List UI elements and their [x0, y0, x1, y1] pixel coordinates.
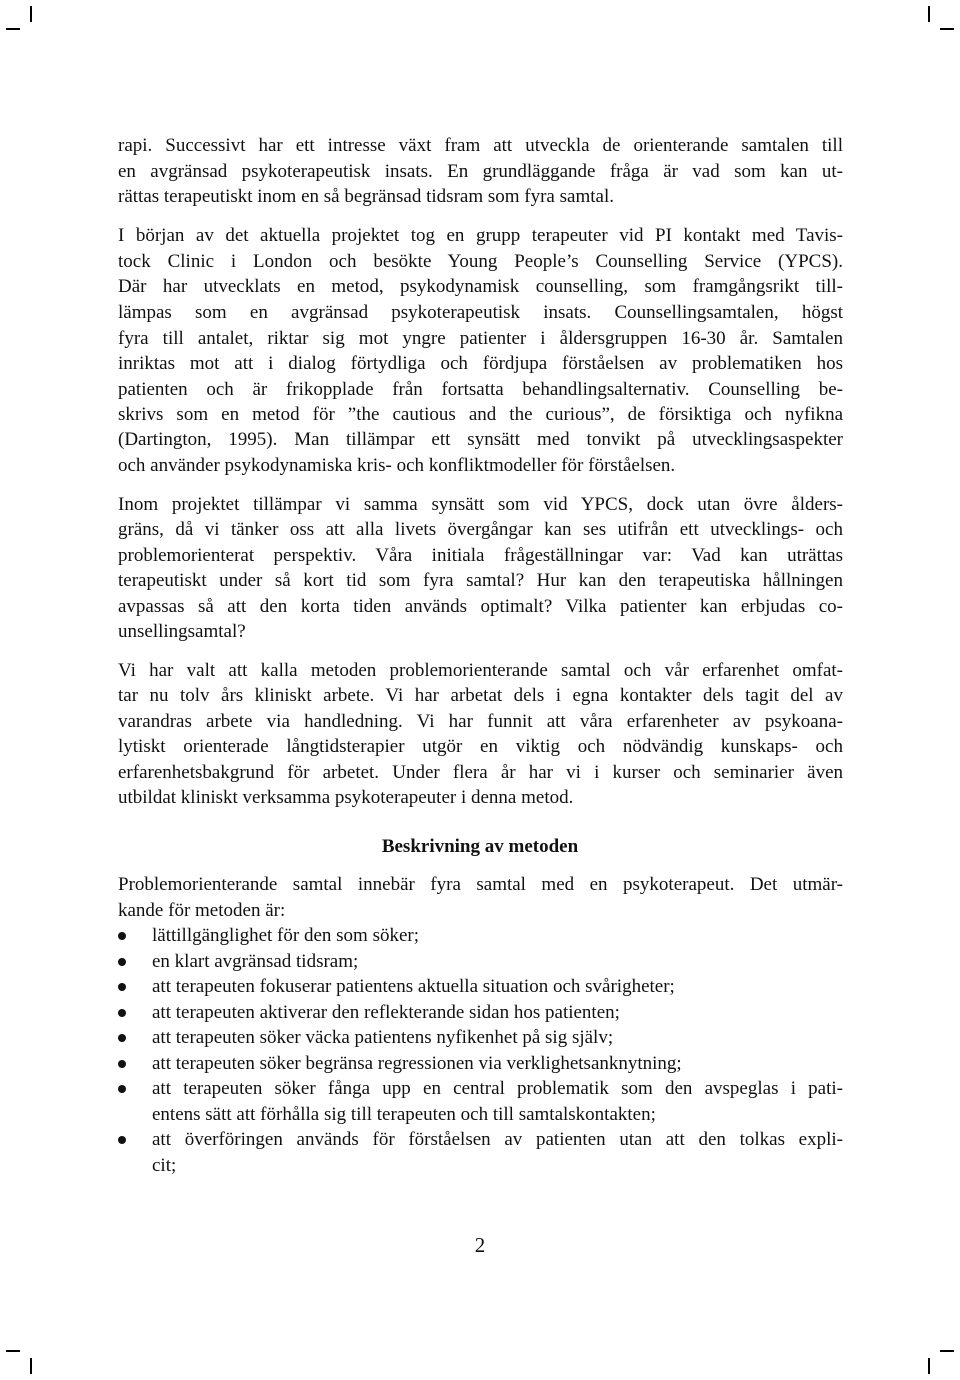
text-line: lämpas som en avgränsad psykoterapeutisk insats. Counsellingsamtalen, högst — [118, 302, 843, 323]
bullet-icon — [118, 1136, 126, 1144]
crop-mark-top-left-h — [6, 28, 20, 30]
text-line: rättas terapeutiskt inom en så begränsad tidsram som fyra samtal. — [118, 186, 614, 207]
list-item-text: att överföringen används för förståelsen av patienten utan att den tolkas expli- — [152, 1129, 843, 1150]
crop-mark-bottom-left-h — [6, 1350, 20, 1352]
text-line: en avgränsad psykoterapeutisk insats. En grundläggande fråga är vad som kan ut- — [118, 161, 843, 182]
text-line: rapi. Successivt har ett intresse växt fram att utveckla de orienterande samtalen till — [118, 135, 843, 156]
text-line: I början av det aktuella projektet tog en grupp terapeuter vid PI kontakt med Tavis- — [118, 225, 843, 246]
list-item-text: entens sätt att förhålla sig till terapeuten och till samtalskontakten; — [152, 1104, 656, 1125]
text-line: varandras arbete via handledning. Vi har funnit att våra erfarenheter av psykoana- — [118, 711, 843, 732]
text-line: terapeutiskt under så kort tid som fyra samtal? Hur kan den terapeutiska hållningen — [118, 570, 843, 591]
text-line: tar nu tolv års kliniskt arbete. Vi har arbetat dels i egna kontakter dels tagit del av — [118, 685, 843, 706]
text-line: inriktas mot att i dialog förtydliga och fördjupa förståelsen av problematiken hos — [118, 353, 843, 374]
text-line: (Dartington, 1995). Man tillämpar ett synsätt med tonvikt på utvecklingsaspekter — [118, 429, 843, 450]
text-line: och använder psykodynamiska kris- och konfliktmodeller för förståelsen. — [118, 455, 676, 476]
crop-mark-top-left-v — [30, 6, 32, 22]
list-item-text: att terapeuten söker väcka patientens nyfikenhet på sig själv; — [152, 1027, 614, 1048]
crop-mark-bottom-right-h — [940, 1350, 954, 1352]
bullet-icon — [118, 1060, 126, 1068]
bullet-icon — [118, 1085, 126, 1093]
bullet-icon — [118, 932, 126, 940]
text-line: Vi har valt att kalla metoden problemorienterande samtal och vår erfarenhet omfat- — [118, 660, 843, 681]
bullet-icon — [118, 958, 126, 966]
bullet-icon — [118, 983, 126, 991]
text-line: Där har utvecklats en metod, psykodynamisk counselling, som framgångsrikt till- — [118, 276, 843, 297]
list-item-text: en klart avgränsad tidsram; — [152, 951, 359, 972]
text-line: Problemorienterande samtal innebär fyra samtal med en psykoterapeut. Det utmär- — [118, 874, 843, 895]
text-line: Inom projektet tillämpar vi samma synsätt som vid YPCS, dock utan övre ålders- — [118, 494, 843, 515]
text-line: problemorienterat perspektiv. Våra initiala frågeställningar var: Vad kan uträttas — [118, 545, 843, 566]
text-line: avpassas så att den korta tiden används optimalt? Vilka patienter kan erbjudas co- — [118, 596, 843, 617]
crop-mark-bottom-left-v — [30, 1358, 32, 1374]
text-line: fyra till antalet, riktar sig mot yngre patienter i åldersgruppen 16-30 år. Samtalen — [118, 328, 843, 349]
text-line: tock Clinic i London och besökte Young People’s Counselling Service (YPCS). — [118, 251, 843, 272]
list-item-text: lättillgänglighet för den som söker; — [152, 925, 420, 946]
text-line: lytiskt orienterade långtidsterapier utgör en viktig och nödvändig kunskaps- och — [118, 736, 843, 757]
section-heading: Beskrivning av metoden — [381, 836, 579, 857]
crop-mark-top-right-v — [928, 6, 930, 22]
text-line: erfarenhetsbakgrund för arbetet. Under flera år har vi i kurser och seminarier även — [118, 762, 843, 783]
text-line: kande för metoden är: — [118, 900, 286, 921]
list-item-text: att terapeuten fokuserar patientens aktuella situation och svårigheter; — [152, 976, 675, 997]
text-line: skrivs som en metod för ”the cautious and the curious”, de försiktiga och nyfikna — [118, 404, 843, 425]
bullet-icon — [118, 1009, 126, 1017]
text-line: gräns, då vi tänker oss att alla livets övergångar kan ses utifrån ett utvecklings- och — [118, 519, 843, 540]
page-number: 2 — [474, 1233, 486, 1257]
list-item-text: att terapeuten söker begränsa regressionen via verklighetsanknytning; — [152, 1053, 682, 1074]
text-line: unsellingsamtal? — [118, 621, 246, 642]
crop-mark-bottom-right-v — [928, 1358, 930, 1374]
bullet-icon — [118, 1034, 126, 1042]
text-line: patienten och är frikopplade från fortsatta behandlingsalternativ. Counselling be- — [118, 379, 843, 400]
list-item-text: cit; — [152, 1155, 177, 1176]
crop-mark-top-right-h — [940, 28, 954, 30]
list-item-text: att terapeuten söker fånga upp en central problematik som den avspeglas i pati- — [152, 1078, 843, 1099]
text-line: utbildat kliniskt verksamma psykoterapeuter i denna metod. — [118, 787, 574, 808]
list-item-text: att terapeuten aktiverar den reflekterande sidan hos patienten; — [152, 1002, 620, 1023]
